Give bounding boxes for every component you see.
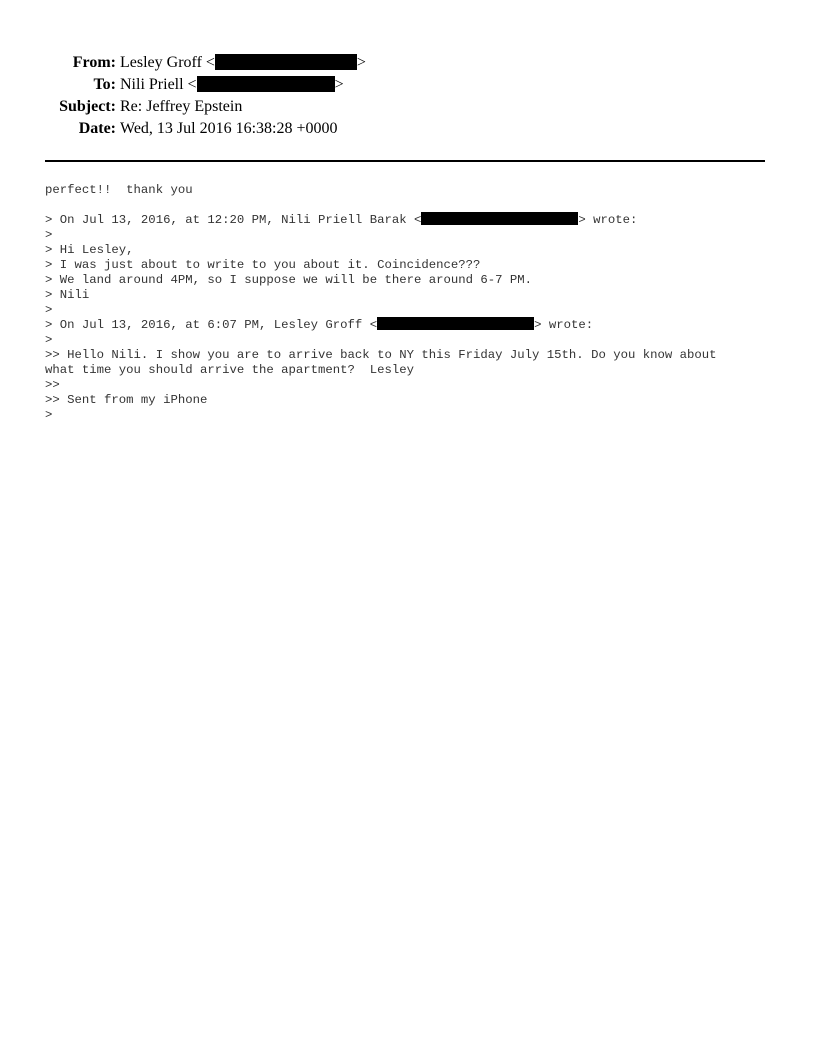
body-line: > bbox=[45, 303, 53, 317]
body-line: > bbox=[45, 333, 53, 347]
redaction-block bbox=[197, 76, 335, 92]
to-close: > bbox=[334, 76, 344, 93]
from-value bbox=[120, 52, 366, 74]
quote-header-text: > On Jul 13, 2016, at 12:20 PM, Nili Priell Barak < bbox=[45, 213, 422, 227]
redaction-block bbox=[421, 212, 578, 225]
body-line: perfect!! thank you bbox=[45, 183, 193, 197]
date-label: Date: bbox=[78, 120, 116, 137]
subject-label: Subject: bbox=[59, 98, 116, 115]
body-line: > I was just about to write to you about it. Coincidence??? bbox=[45, 258, 481, 272]
to-label: To: bbox=[93, 76, 116, 93]
to-value bbox=[120, 74, 344, 96]
body-line: >> Sent from my iPhone bbox=[45, 393, 208, 407]
from-label: From: bbox=[72, 54, 116, 71]
redaction-block bbox=[377, 317, 534, 330]
from-name: Lesley Groff < bbox=[120, 54, 215, 71]
body-line: > bbox=[45, 228, 53, 242]
quote-header-suffix: > wrote: bbox=[534, 318, 594, 332]
date-row bbox=[0, 118, 816, 140]
subject-row bbox=[0, 96, 816, 118]
subject-value: Re: Jeffrey Epstein bbox=[120, 98, 243, 115]
quote-header-suffix: > wrote: bbox=[578, 213, 638, 227]
body-line: >> bbox=[45, 378, 60, 392]
to-row bbox=[0, 74, 816, 96]
quote-header-text: > On Jul 13, 2016, at 6:07 PM, Lesley Groff < bbox=[45, 318, 378, 332]
date-value: Wed, 13 Jul 2016 16:38:28 +0000 bbox=[120, 120, 338, 137]
redaction-block bbox=[215, 54, 357, 70]
quote-header-line bbox=[45, 213, 775, 228]
email-body bbox=[45, 183, 775, 423]
body-line: > We land around 4PM, so I suppose we will be there around 6-7 PM. bbox=[45, 273, 533, 287]
header-divider bbox=[45, 160, 765, 162]
from-close: > bbox=[356, 54, 366, 71]
from-row bbox=[0, 52, 816, 74]
quote-header-line bbox=[45, 318, 775, 333]
body-line: what time you should arrive the apartment? Lesley bbox=[45, 363, 414, 377]
body-line: > Hi Lesley, bbox=[45, 243, 134, 257]
blank-line bbox=[45, 198, 775, 213]
email-header bbox=[0, 52, 816, 140]
body-line: >> Hello Nili. I show you are to arrive back to NY this Friday July 15th. Do you know about bbox=[45, 348, 717, 362]
body-line: > bbox=[45, 408, 53, 422]
to-name: Nili Priell < bbox=[120, 76, 197, 93]
body-line: > Nili bbox=[45, 288, 90, 302]
